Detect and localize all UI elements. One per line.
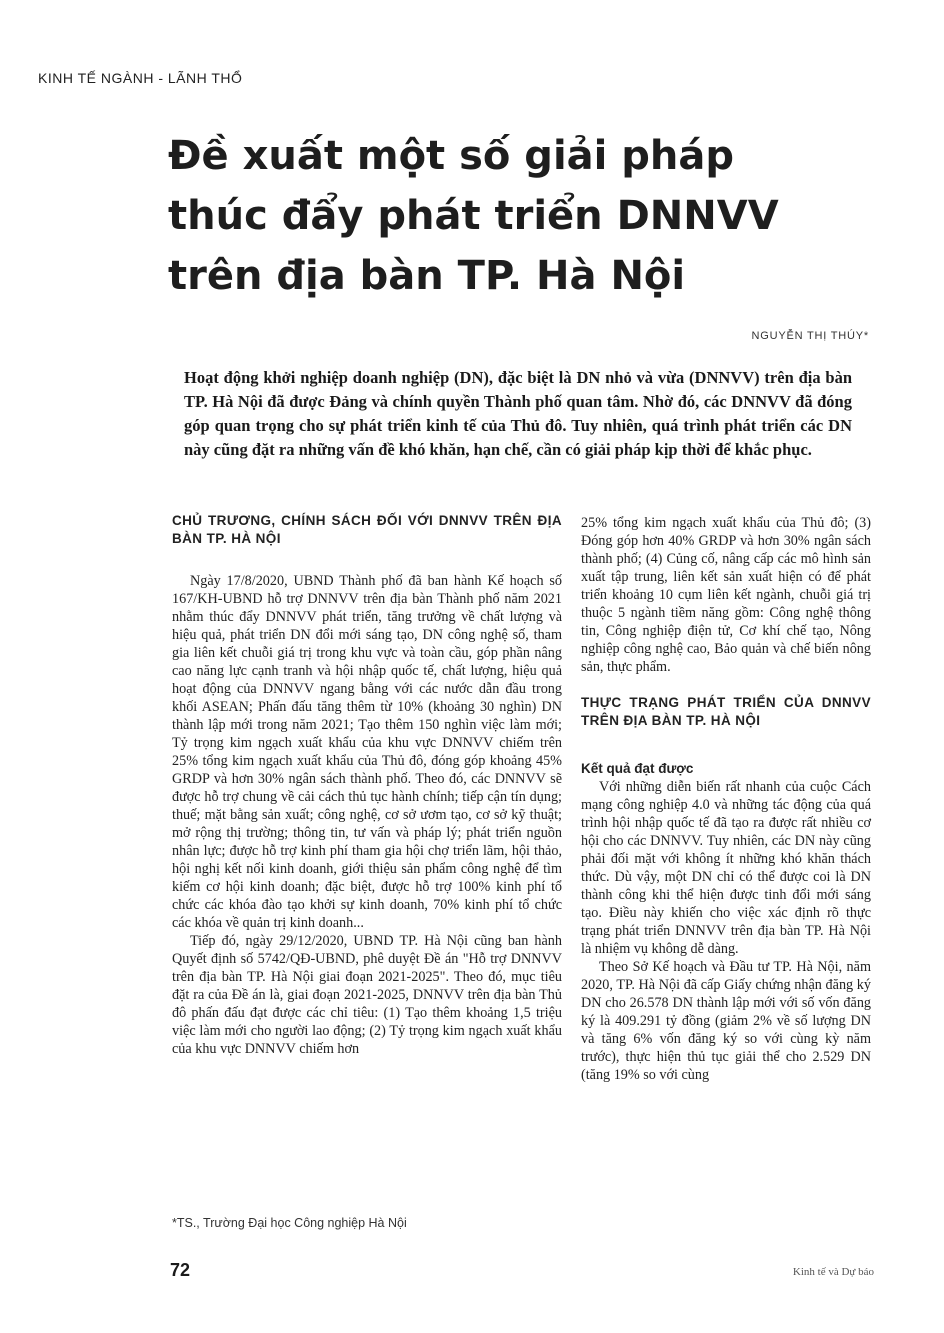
section-heading: CHỦ TRƯƠNG, CHÍNH SÁCH ĐỐI VỚI DNNVV TRÊN ĐỊA BÀN TP. HÀ NỘI (172, 513, 562, 546)
article-title (168, 126, 908, 306)
section-heading: THỰC TRẠNG PHÁT TRIỂN CỦA DNNVV TRÊN ĐỊA BÀN TP. HÀ NỘI (581, 695, 871, 728)
title-line: thúc đẩy phát triển DNNVV (168, 193, 779, 239)
journal-name: Kinh tế và Dự báo (792, 1266, 874, 1278)
subsection-heading: Kết quả đạt được (581, 761, 694, 776)
author-name: NGUYỄN THỊ THÚY* (751, 330, 869, 342)
article-abstract: Hoạt động khởi nghiệp doanh nghiệp (DN), đặc biệt là DN nhỏ và vừa (DNNVV) trên địa bàn TP. Hà Nội đã được Đảng và chính quyền Thành phố quan tâm. Nhờ đó, các DNNVV đã đóng góp quan trọng cho sự phát triển kinh tế của Thủ đô. Tuy nhiên, quá trình phát triển các DN này cũng đặt ra những vấn đề khó khăn, hạn chế, cần có giải pháp kịp thời để khắc phục. (184, 368, 852, 459)
body-paragraph: Theo Sở Kế hoạch và Đầu tư TP. Hà Nội, năm 2020, TP. Hà Nội đã cấp Giấy chứng nhận đăng ký DN cho 26.578 DN thành lập mới với số vốn đăng ký là 409.291 tỷ đồng (giảm 2% về số lượng DN và tăng 6% vốn đăng ký so với cùng kỳ năm trước), thực hiện thủ tục giải thể cho 2.529 DN (tăng 19% so với cùng (581, 959, 871, 1083)
body-paragraph: Tiếp đó, ngày 29/12/2020, UBND TP. Hà Nội cũng ban hành Quyết định số 5742/QĐ-UBND, phê duyệt Đề án "Hỗ trợ DNNVV trên địa bàn TP. Hà Nội giai đoạn 2021-2025". Theo đó, mục tiêu đặt ra của Đề án là, giai đoạn 2021-2025, DNNVV trên địa bàn Thủ đô phấn đấu đạt được các chỉ tiêu: (1) Tạo thêm khoảng 1,5 triệu việc làm mới cho người lao động; (2) Tỷ trọng kim ngạch xuất khẩu của khu vực DNNVV chiếm hơn (172, 933, 562, 1057)
body-paragraph: Với những diễn biến rất nhanh của cuộc Cách mạng công nghiệp 4.0 và những tác động của quá trình hội nhập quốc tế đã tạo ra được rất nhiều cơ hội cho các DNNVV. Tuy nhiên, các DN này cũng phải đối mặt với không ít những khó khăn thách thức. Dù vậy, một DN chỉ có thể được coi là DN thành công khi thể hiện được tinh đổi mới sáng tạo. Điều này khiến cho việc xác định rõ thực trạng phát triển DNNVV trên địa bàn TP. Hà Nội là nhiệm vụ không dễ dàng. (581, 779, 871, 957)
right-column (581, 514, 871, 1084)
body-paragraph-continuation: 25% tổng kim ngạch xuất khẩu của Thủ đô; (3) Đóng góp hơn 40% GRDP và hơn 30% ngân sách thành phố; (4) Củng cố, nâng cấp các mô hình sản xuất tập trung, liên kết sản xuất hiện có để phát triển khoảng 10 cụm liên kết ngành, chuỗi giá trị thuộc 5 ngành tiềm năng gồm: Công nghệ thông tin, Công nghiệp điện tử, Cơ khí chế tạo, Nông nghiệp công nghệ cao, Bảo quản và chế biến nông sản, thực phẩm. (581, 515, 871, 675)
author-footnote: *TS., Trường Đại học Công nghiệp Hà Nội (172, 1216, 407, 1230)
title-line: Đề xuất một số giải pháp (168, 133, 735, 179)
section-label: KINH TẾ NGÀNH - LÃNH THỔ (38, 70, 243, 86)
page-number: 72 (170, 1260, 191, 1280)
title-line: trên địa bàn TP. Hà Nội (168, 253, 686, 299)
body-paragraph: Ngày 17/8/2020, UBND Thành phố đã ban hành Kế hoạch số 167/KH-UBND hỗ trợ DNNVV trên địa bàn Thành phố năm 2021 nhằm thúc đẩy DNNVV phát triển, tăng trưởng về chất lượng và hiệu quả, phát triển DN đổi mới sáng tạo, DN công nghệ số, tham gia liên kết chuỗi giá trị trong khu vực và toàn cầu, góp phần nâng cao năng lực cạnh tranh và hội nhập quốc tế, chất lượng, hiệu quả hoạt động của DNNVV ngang bằng với các nước dẫn đầu trong khối ASEAN; Phấn đấu tăng thêm từ 10% (khoảng 30 nghìn) DN thành lập mới trong năm 2021; Tạo thêm 150 nghìn việc làm mới; Tỷ trọng kim ngạch xuất khẩu của khu vực DNNVV chiếm trên 25% tổng kim ngạch xuất khẩu của Thủ đô, đóng góp khoảng 45% GRDP và hơn 30% ngân sách thành phố. Theo đó, các DNNVV sẽ được hỗ trợ chung về cải cách thủ tục hành chính; tiếp cận tín dụng; thuế; mặt bằng sản xuất; công nghệ, cơ sở ươm tạo, cơ sở kỹ thuật; mở rộng thị trường; thông tin, tư vấn và pháp lý; phát triển nguồn nhân lực; được hỗ trợ kinh phí tham gia hội chợ triển lãm, hội thảo, hội nghị kết nối kinh doanh, giới thiệu sản phẩm công nghệ để tìm kiếm cơ hội kinh doanh; đặc biệt, được hỗ trợ 100% kinh phí tổ chức các khóa đào tạo khởi sự kinh doanh, 70% kinh phí tổ chức các khóa về quản trị kinh doanh... (172, 573, 562, 931)
left-column (172, 512, 562, 1058)
